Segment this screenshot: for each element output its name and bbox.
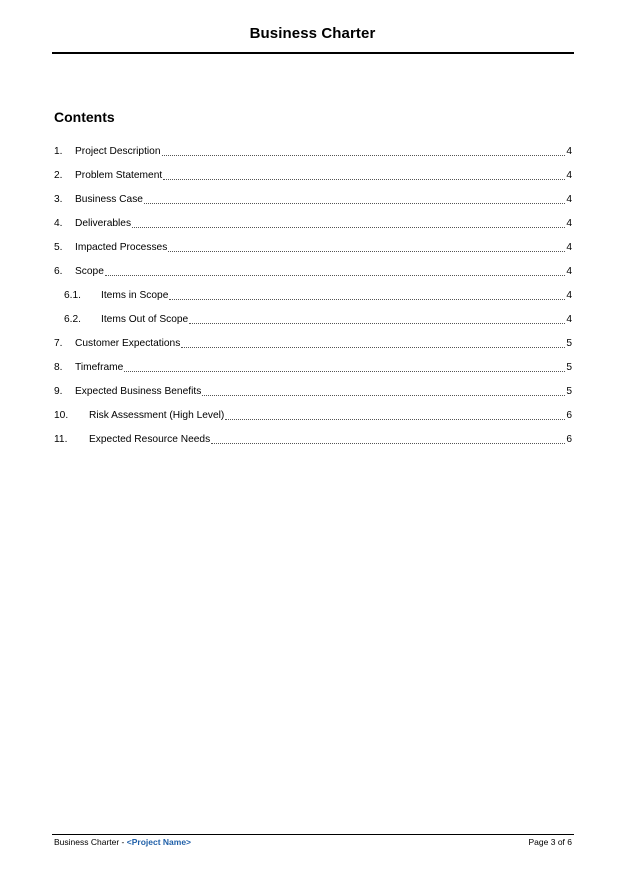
- toc-leader-dots: [181, 337, 565, 348]
- toc-entry[interactable]: [54, 241, 572, 265]
- toc-entry-number: 5.: [54, 242, 63, 253]
- toc-entry-title: Expected Business Benefits: [75, 386, 202, 397]
- toc-entry-number: 10.: [54, 410, 69, 421]
- toc-entry-number: 6.: [54, 266, 63, 277]
- toc-entry-title: Items in Scope: [101, 290, 169, 301]
- page-header-title: Business Charter: [249, 25, 376, 42]
- toc-entry-number: 6.1.: [64, 290, 81, 301]
- toc-leader-dots: [124, 361, 565, 372]
- toc-subentry[interactable]: [54, 289, 572, 313]
- toc-leader-dots: [168, 241, 565, 252]
- footer-page-number: Page 3 of 6: [528, 837, 572, 847]
- contents-heading: Contents: [54, 109, 115, 125]
- toc-entry-number: 6.2.: [64, 314, 81, 325]
- toc-leader-dots: [189, 313, 565, 324]
- footer-rule: [52, 834, 574, 835]
- footer-project-name: <Project Name>: [126, 837, 192, 847]
- toc-entry[interactable]: [54, 265, 572, 289]
- toc-entry-page: 4: [566, 266, 572, 277]
- toc-entry[interactable]: [54, 169, 572, 193]
- toc-leader-dots: [225, 409, 565, 420]
- toc-entry-page: 6: [566, 410, 572, 421]
- toc-entry-page: 5: [566, 386, 572, 397]
- toc-entry-page: 4: [566, 170, 572, 181]
- toc-entry-title: Impacted Processes: [75, 242, 168, 253]
- toc-leader-dots: [132, 217, 565, 228]
- toc-entry-page: 4: [566, 314, 572, 325]
- toc-entry-title: Customer Expectations: [75, 338, 181, 349]
- toc-entry-number: 8.: [54, 362, 63, 373]
- toc-subentry[interactable]: [54, 313, 572, 337]
- toc-entry-title: Deliverables: [75, 218, 132, 229]
- toc-entry[interactable]: [54, 145, 572, 169]
- toc-entry-page: 6: [566, 434, 572, 445]
- toc-entry[interactable]: [54, 433, 572, 457]
- footer-document-label: [54, 837, 191, 847]
- toc-entry-title: Scope: [75, 266, 104, 277]
- toc-entry-number: 9.: [54, 386, 63, 397]
- toc-entry-number: 7.: [54, 338, 63, 349]
- toc-entry[interactable]: [54, 409, 572, 433]
- toc-entry[interactable]: [54, 385, 572, 409]
- toc-entry-number: 2.: [54, 170, 63, 181]
- toc-entry[interactable]: [54, 193, 572, 217]
- toc-entry-number: 4.: [54, 218, 63, 229]
- toc-leader-dots: [169, 289, 565, 300]
- table-of-contents: [54, 145, 572, 457]
- toc-entry-number: 1.: [54, 146, 63, 157]
- toc-leader-dots: [202, 385, 565, 396]
- toc-entry-number: 11.: [54, 434, 68, 445]
- toc-entry-title: Problem Statement: [75, 170, 163, 181]
- footer-doc-name: Business Charter -: [54, 837, 127, 847]
- header-rule: [52, 52, 574, 54]
- toc-entry-title: Items Out of Scope: [101, 314, 189, 325]
- toc-entry-page: 5: [566, 362, 572, 373]
- toc-entry-title: Timeframe: [75, 362, 124, 373]
- toc-entry-page: 5: [566, 338, 572, 349]
- toc-entry-title: Expected Resource Needs: [89, 434, 211, 445]
- toc-entry-page: 4: [566, 242, 572, 253]
- toc-entry[interactable]: [54, 361, 572, 385]
- toc-leader-dots: [163, 169, 565, 180]
- toc-entry-title: Risk Assessment (High Level): [89, 410, 225, 421]
- toc-entry-page: 4: [566, 194, 572, 205]
- toc-entry-title: Project Description: [75, 146, 161, 157]
- toc-entry-page: 4: [566, 290, 572, 301]
- toc-entry-number: 3.: [54, 194, 63, 205]
- toc-entry-page: 4: [566, 146, 572, 157]
- toc-entry-title: Business Case: [75, 194, 143, 205]
- toc-leader-dots: [162, 145, 566, 156]
- toc-entry-page: 4: [566, 218, 572, 229]
- toc-leader-dots: [144, 193, 565, 204]
- toc-entry[interactable]: [54, 217, 572, 241]
- toc-leader-dots: [105, 265, 565, 276]
- toc-entry[interactable]: [54, 337, 572, 361]
- toc-leader-dots: [211, 433, 565, 444]
